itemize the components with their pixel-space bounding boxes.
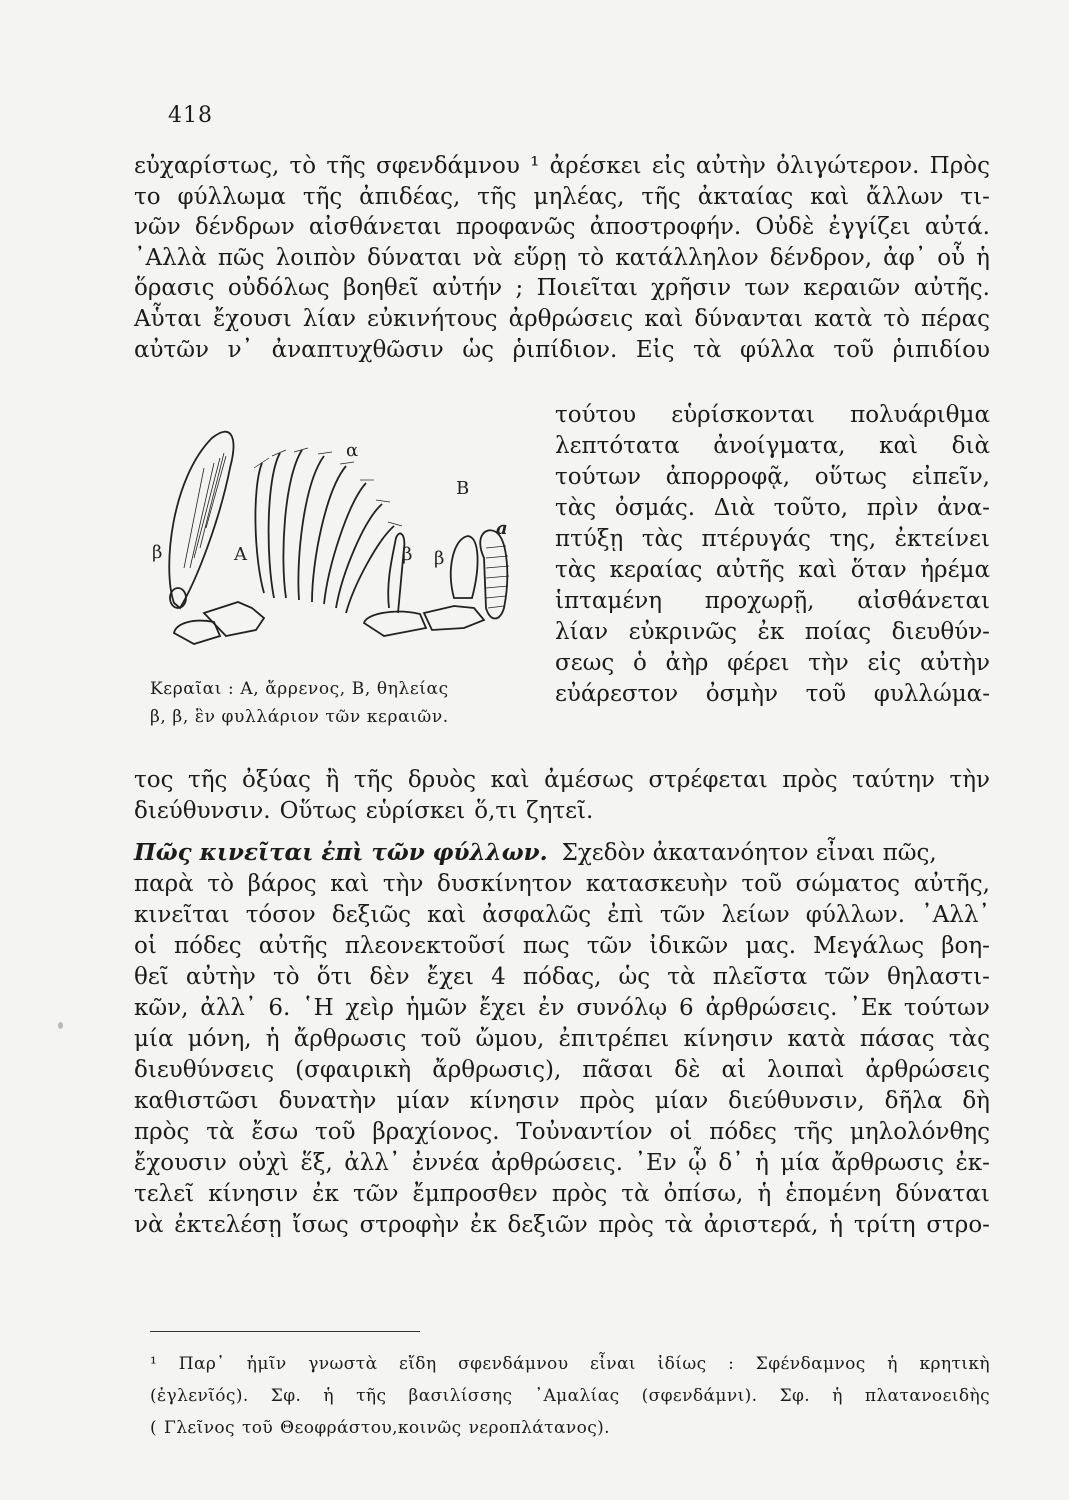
- caption-line: Κεραῖαι : Α, ἄρρενος, Β, θηλείας: [150, 679, 449, 699]
- footnote-rule: [150, 1331, 420, 1332]
- page-number: 418: [168, 103, 213, 128]
- body-bottom-line: διευθύνσεις (σφαιρικὴ ἄρθρωσις), πᾶσαι δὲ αἱ λοιπαὶ ἀρθρώσεις: [134, 1057, 990, 1083]
- body-bottom-line: μία μόνη, ἡ ἄρθρωσις τοῦ ὤμου, ἐπιτρέπει κίνησιν κατὰ πάσας τὰς: [134, 1026, 990, 1052]
- body-top-line: ὅρασις οὐδόλως βοηθεῖ αὐτήν ; Ποιεῖται χρῆσιν των κεραιῶν αὐτῆς.: [134, 275, 990, 302]
- body-bottom-line: οἱ πόδες αὐτῆς πλεονεκτοῦσί πως τῶν ἰδικῶν μας. Μεγάλως βοη-: [134, 933, 990, 959]
- body-side-line: τούτου εὑρίσκονται πολυάριθμα: [555, 402, 990, 428]
- body-side-line: σεως ὁ ἀὴρ φέρει τὴν εἰς αὐτὴν: [555, 650, 990, 676]
- footnote-line: (ἐγλενῖός). Σφ. ἡ τῆς βασιλίσσης ᾿Αμαλίας (σφενδάμνι). Σφ. ἡ πλατανοειδὴς: [150, 1386, 990, 1406]
- body-top-line: ᾿Αλλὰ πῶς λοιπὸν δύναται νὰ εὕρῃ τὸ κατάλληλον δένδρον, ἀφ᾿ οὗ ἡ: [134, 244, 990, 271]
- figure-label-A: A: [234, 544, 247, 565]
- figure-label-B: B: [456, 478, 470, 499]
- body-side-line: τούτων ἀπορροφᾷ, οὕτως εἰπεῖν,: [555, 464, 990, 490]
- body-side-line: πτύξῃ τὰς πτέρυγάς της, ἐκτείνει: [555, 526, 990, 552]
- figure-label-beta-mid: β: [434, 548, 445, 569]
- body-after-line: τος τῆς ὀξύας ἢ τῆς δρυὸς καὶ ἀμέσως στρέφεται πρὸς ταύτην τὴν: [134, 767, 990, 793]
- figure-label-beta-mid-left: β: [402, 544, 413, 565]
- caption-line: β, β, ἓν φυλλάριον τῶν κεραιῶν.: [150, 707, 449, 727]
- body-side-line: ἱπταμένη προχωρῇ, αἰσθάνεται: [555, 588, 990, 614]
- footnote-line: ¹ Παρ᾿ ἡμῖν γνωστὰ εἴδη σφενδάμνου εἶναι ἰδίως : Σφένδαμνος ἡ κρητικὴ: [150, 1354, 990, 1374]
- body-side-line: εὐάρεστον ὀσμὴν τοῦ φυλλώμα-: [555, 681, 990, 707]
- body-bottom-line: κῶν, ἀλλ᾿ 6. ῾Η χεὶρ ἡμῶν ἔχει ἐν συνόλῳ 6 ἀρθρώσεις. ᾿Εκ τούτων: [134, 995, 990, 1021]
- body-bottom-line: ἔχουσιν οὐχὶ ἕξ, ἀλλ᾿ ἐννέα ἀρθρώσεις. ᾿Εν ᾧ δ᾿ ἡ μία ἄρθρωσις ἐκ-: [134, 1150, 990, 1176]
- footnote-line: ( Γλεῖνος τοῦ Θεοφράστου,κοινῶς νεροπλάτανος).: [150, 1418, 610, 1438]
- body-top-line: αὐτῶν ν᾿ ἀναπτυχθῶσιν ὡς ῥιπίδιον. Εἰς τὰ φύλλα τοῦ ῥιπιδίου: [134, 336, 990, 363]
- body-side-line: λίαν εὐκρινῶς ἐκ ποίας διευθύν-: [555, 619, 990, 645]
- figure-label-a-female: a: [496, 518, 508, 539]
- body-top-line: εὐχαρίστως, τὸ τῆς σφενδάμνου ¹ ἀρέσκει εἰς αὐτὴν ὀλιγώτερον. Πρὸς: [134, 153, 990, 179]
- section-heading: Πῶς κινεῖται ἐπὶ τῶν φύλλων.: [134, 839, 548, 866]
- body-top-line: Αὗται ἔχουσι λίαν εὐκινήτους ἀρθρώσεις καὶ δύνανται κατὰ τὸ πέρας: [134, 306, 990, 332]
- body-bottom-line: τελεῖ κίνησιν ἐκ τῶν ἔμπροσθεν πρὸς τὰ ὀπίσω, ἡ ἑπομένη δύναται: [134, 1181, 990, 1207]
- figure-label-beta-left: β: [152, 542, 163, 563]
- figure-label-alpha-male: α: [346, 440, 359, 461]
- body-side-line: λεπτότατα ἀνοίγματα, καὶ διὰ: [555, 433, 990, 459]
- body-bottom-line: καθιστῶσι δυνατὴν μίαν κίνησιν πρὸς μίαν διεύθυνσιν, δῆλα δὴ: [134, 1088, 990, 1114]
- body-top-line: το φύλλωμα τῆς ἀπιδέας, τῆς μηλέας, τῆς ἀκταίας καὶ ἄλλων τι-: [134, 183, 990, 210]
- body-bottom-line: κινεῖται τόσον δεξιῶς καὶ ἀσφαλῶς ἐπὶ τῶν λείων φύλλων. ᾿Αλλ᾿: [134, 902, 990, 928]
- antennae-figure: [134, 408, 544, 670]
- body-side-line: τὰς ὀσμάς. Διὰ τοῦτο, πρὶν ἀνα-: [555, 495, 990, 521]
- body-bottom-line: θεῖ αὐτὴν τὸ ὅτι δὲν ἔχει 4 πόδας, ὡς τὰ πλεῖστα τῶν θηλαστι-: [134, 964, 990, 990]
- body-bottom-line: νὰ ἐκτελέσῃ ἴσως στροφὴν ἐκ δεξιῶν πρὸς τὰ ἀριστερά, ἡ τρίτη στρο-: [134, 1212, 990, 1238]
- body-bottom-line: πρὸς τὰ ἔσω τοῦ βραχίονος. Τοὐναντίον οἱ πόδες τῆς μηλολόνθης: [134, 1119, 990, 1145]
- section-heading-continuation: Σχεδὸν ἀκατανόητον εἶναι πῶς,: [561, 840, 937, 866]
- body-bottom-line: παρὰ τὸ βάρος καὶ τὴν δυσκίνητον κατασκευὴν τοῦ σώματος αὐτῆς,: [134, 871, 990, 897]
- body-side-line: τὰς κεραίας αὐτῆς καὶ ὅταν ἠρέμα: [555, 557, 990, 583]
- section-heading-line: [134, 838, 990, 868]
- paper-speck: [58, 1022, 63, 1029]
- body-after-line: διεύθυνσιν. Οὕτως εὑρίσκει ὅ,τι ζητεῖ.: [134, 798, 594, 824]
- body-top-line: νῶν δένδρων αἰσθάνεται προφανῶς ἀποστροφήν. Οὐδὲ ἐγγίζει αὐτά.: [134, 214, 990, 241]
